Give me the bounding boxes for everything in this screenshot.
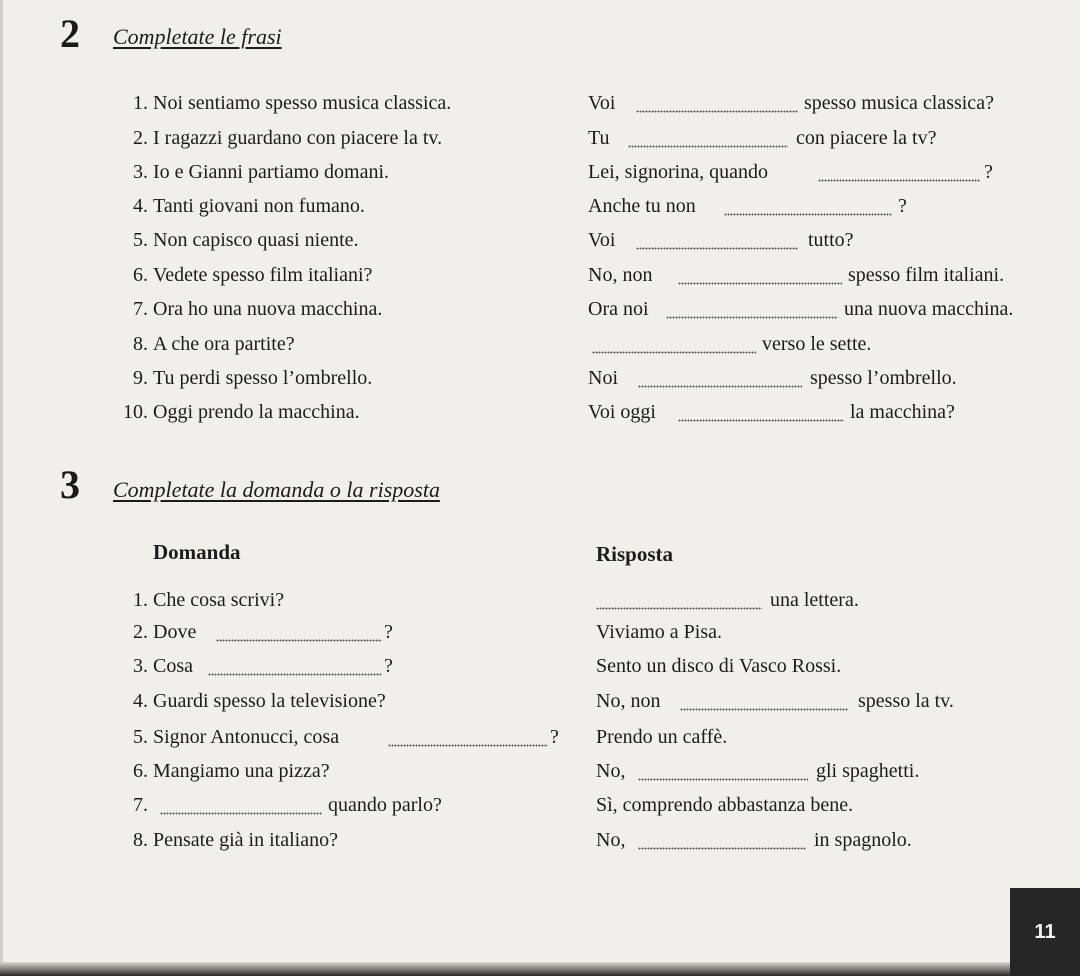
sentence-text: Ora ho una nuova macchina.	[153, 298, 383, 320]
fill-blank[interactable]	[592, 333, 756, 355]
exercise-3-row	[0, 690, 1080, 720]
item-number: 3.	[133, 655, 148, 677]
sentence-text: Tanti giovani non fumano.	[153, 195, 365, 217]
answer-prefix: Noi	[588, 367, 618, 389]
exercise-2-row	[0, 401, 1080, 431]
answer-prefix: Ora noi	[588, 298, 649, 320]
answer-suffix: con piacere la tv?	[796, 127, 937, 149]
answer-suffix: gli spaghetti.	[816, 760, 920, 782]
question-text: Signor Antonucci, cosa	[153, 726, 340, 748]
fill-blank[interactable]	[666, 298, 838, 320]
column-header-risposta: Risposta	[596, 542, 674, 566]
item-number: 6.	[133, 760, 148, 782]
answer-text: Sento un disco di Vasco Rossi.	[596, 655, 842, 677]
answer-suffix: spesso film italiani.	[848, 264, 1005, 286]
question-text: Che cosa scrivi?	[153, 589, 285, 611]
fill-blank[interactable]	[628, 127, 788, 149]
answer-suffix: verso le sette.	[762, 333, 872, 355]
question-suffix: ?	[384, 655, 393, 677]
question-text: Dove	[153, 621, 197, 643]
answer-text: Prendo un caffè.	[596, 726, 728, 748]
fill-blank[interactable]	[636, 92, 798, 114]
item-number: 1.	[133, 589, 148, 611]
sentence-text: Oggi prendo la macchina.	[153, 401, 360, 423]
sentence-text: Noi sentiamo spesso musica classica.	[153, 92, 452, 114]
question-text: Pensate già in italiano?	[153, 829, 338, 851]
fill-blank[interactable]	[818, 161, 980, 183]
answer-text: Sì, comprendo abbastanza bene.	[596, 794, 854, 816]
answer-prefix: Voi	[588, 92, 616, 114]
question-blank[interactable]	[208, 655, 382, 677]
question-text: Guardi spesso la televisione?	[153, 690, 386, 712]
item-number: 8.	[133, 829, 148, 851]
fill-blank[interactable]	[678, 401, 844, 423]
fill-blank[interactable]	[724, 195, 892, 217]
fill-blank[interactable]	[638, 367, 802, 389]
item-number: 3.	[133, 161, 148, 183]
item-number: 2.	[133, 621, 148, 643]
sentence-text: Vedete spesso film italiani?	[153, 264, 373, 286]
answer-blank[interactable]	[596, 589, 762, 611]
answer-prefix: Tu	[588, 127, 610, 149]
answer-blank[interactable]	[638, 829, 806, 851]
sentence-text: Non capisco quasi niente.	[153, 229, 359, 251]
answer-prefix: No, non	[588, 264, 653, 286]
sentence-text: I ragazzi guardano con piacere la tv.	[153, 127, 443, 149]
question-blank[interactable]	[388, 726, 548, 748]
item-number: 7.	[133, 794, 148, 816]
question-suffix: ?	[550, 726, 559, 748]
question-text: Cosa	[153, 655, 193, 677]
answer-suffix: la macchina?	[850, 401, 955, 423]
item-number: 5.	[133, 229, 148, 251]
exercise-2-title: Completate le frasi	[113, 24, 282, 49]
item-number: 4.	[133, 195, 148, 217]
column-header-domanda: Domanda	[153, 540, 241, 564]
question-blank[interactable]	[216, 621, 382, 643]
exercise-2-row	[0, 333, 1080, 363]
item-number: 10.	[123, 401, 148, 423]
fill-blank[interactable]	[678, 264, 842, 286]
question-text: Mangiamo una pizza?	[153, 760, 330, 782]
answer-prefix: Anche tu non	[588, 195, 696, 217]
answer-suffix: spesso l’ombrello.	[810, 367, 957, 389]
answer-blank[interactable]	[680, 690, 848, 712]
exercise-3-row	[0, 621, 1080, 651]
item-number: 8.	[133, 333, 148, 355]
exercise-3-title: Completate la domanda o la risposta	[113, 477, 440, 502]
item-number: 5.	[133, 726, 148, 748]
sentence-text: Io e Gianni partiamo domani.	[153, 161, 390, 183]
answer-prefix: Lei, signorina, quando	[588, 161, 768, 183]
exercise-2-number: 2	[60, 11, 80, 56]
item-number: 6.	[133, 264, 148, 286]
exercise-3-number: 3	[60, 462, 80, 507]
fill-blank[interactable]	[636, 229, 798, 251]
exercise-3-row	[0, 794, 1080, 824]
answer-suffix: una nuova macchina.	[844, 298, 1014, 320]
answer-text: No,	[596, 760, 626, 782]
question-blank[interactable]	[160, 794, 322, 816]
page-number-badge: 11	[1010, 888, 1080, 976]
answer-blank[interactable]	[638, 760, 808, 782]
exercise-3-row	[0, 589, 1080, 619]
item-number: 7.	[133, 298, 148, 320]
answer-suffix: una lettera.	[770, 589, 859, 611]
item-number: 1.	[133, 92, 148, 114]
exercise-3-row	[0, 760, 1080, 790]
exercise-3-row	[0, 726, 1080, 756]
question-suffix: quando parlo?	[328, 794, 442, 816]
answer-text: Viviamo a Pisa.	[596, 621, 723, 643]
exercise-3-row	[0, 829, 1080, 859]
item-number: 4.	[133, 690, 148, 712]
answer-suffix: ?	[898, 195, 907, 217]
item-number: 2.	[133, 127, 148, 149]
page-bottom-edge	[0, 962, 1010, 976]
answer-text: No,	[596, 829, 626, 851]
answer-text: No, non	[596, 690, 661, 712]
question-suffix: ?	[384, 621, 393, 643]
exercise-2-row	[0, 195, 1080, 225]
answer-prefix: Voi oggi	[588, 401, 656, 423]
item-number: 9.	[133, 367, 148, 389]
answer-prefix: Voi	[588, 229, 616, 251]
exercise-2-row	[0, 127, 1080, 157]
exercise-2-row	[0, 229, 1080, 259]
answer-suffix: ?	[984, 161, 993, 183]
answer-suffix: spesso la tv.	[858, 690, 954, 712]
sentence-text: Tu perdi spesso l’ombrello.	[153, 367, 373, 389]
answer-suffix: in spagnolo.	[814, 829, 912, 851]
exercise-2-row	[0, 264, 1080, 294]
answer-suffix: tutto?	[808, 229, 854, 251]
exercise-2-row	[0, 92, 1080, 122]
exercise-2-row	[0, 161, 1080, 191]
exercise-2-row	[0, 298, 1080, 328]
sentence-text: A che ora partite?	[153, 333, 295, 355]
exercise-2-row	[0, 367, 1080, 397]
answer-suffix: spesso musica classica?	[804, 92, 994, 114]
exercise-3-row	[0, 655, 1080, 685]
